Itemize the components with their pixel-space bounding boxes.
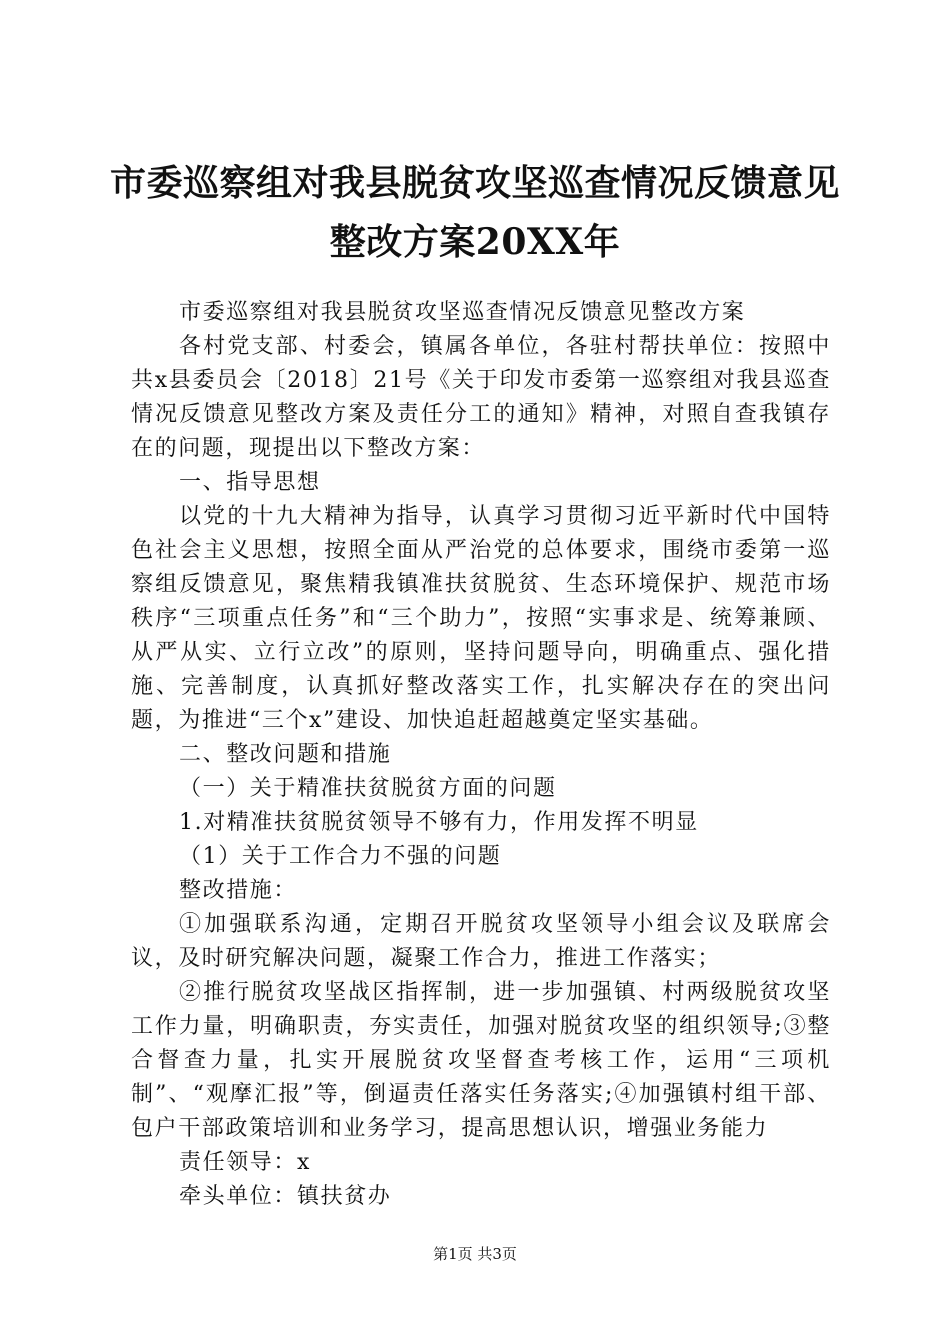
issue-subheading-1: （1）关于工作合力不强的问题 xyxy=(179,844,502,869)
guiding-ideology-paragraph: 以党的十九大精神为指导，认真学习贯彻习近平新时代中国特色社会主义思想，按照全面从严治党的总体要求，围绕市委第一巡察组反馈意见，聚焦精我镇准扶贫脱贫、生态环境保护、规范市场秩序“三项重点任务”和“三个助力”，按照“实事求是、统筹兼顾、从严从实、立行立改”的原则，坚持问题导向，明确重点、强化措施、完善制度，认真抓好整改落实工作，扎实解决存在的突出问题，为推进“三个x”建设、加快追赶超越奠定坚实基础。 xyxy=(131,504,831,733)
intro-paragraph: 各村党支部、村委会，镇属各单位，各驻村帮扶单位：按照中共x县委员会〔2018〕21号《关于印发市委第一巡察组对我县巡查情况反馈意见整改方案及责任分工的通知》精神，对照自查我镇存在的问题，现提出以下整改方案： xyxy=(131,334,831,461)
measure-paragraph-2: ②推行脱贫攻坚战区指挥制，进一步加强镇、村两级脱贫攻坚工作力量，明确职责，夯实责任，加强对脱贫攻坚的组织领导;③整合督查力量，扎实开展脱贫攻坚督查考核工作，运用“三项机制”、“观摩汇报”等，倒逼责任落实任务落实;④加强镇村组干部、包户干部政策培训和业务学习，提高思想认识，增强业务能力 xyxy=(131,980,831,1141)
section-heading-1: 一、指导思想 xyxy=(179,470,321,495)
measure-paragraph-1: ①加强联系沟通，定期召开脱贫攻坚领导小组会议及联席会议，及时研究解决问题，凝聚工作合力，推进工作落实； xyxy=(131,912,831,971)
subtitle-paragraph: 市委巡察组对我县脱贫攻坚巡查情况反馈意见整改方案 xyxy=(179,300,746,325)
lead-unit: 牵头单位：镇扶贫办 xyxy=(179,1184,392,1209)
document-title-line-1: 市委巡察组对我县脱贫攻坚巡查情况反馈意见 xyxy=(109,162,840,204)
responsible-leader: 责任领导：x xyxy=(179,1150,312,1175)
issue-heading-1: 1.对精准扶贫脱贫领导不够有力，作用发挥不明显 xyxy=(179,810,699,835)
section-heading-2: 二、整改问题和措施 xyxy=(179,742,392,767)
document-body xyxy=(131,296,831,1214)
document-title-line-2: 整改方案20XX年 xyxy=(329,221,621,263)
subsection-heading-1: （一）关于精准扶贫脱贫方面的问题 xyxy=(179,776,557,801)
measures-label: 整改措施： xyxy=(179,878,298,903)
page-footer: 第1页 共3页 xyxy=(433,1245,517,1263)
